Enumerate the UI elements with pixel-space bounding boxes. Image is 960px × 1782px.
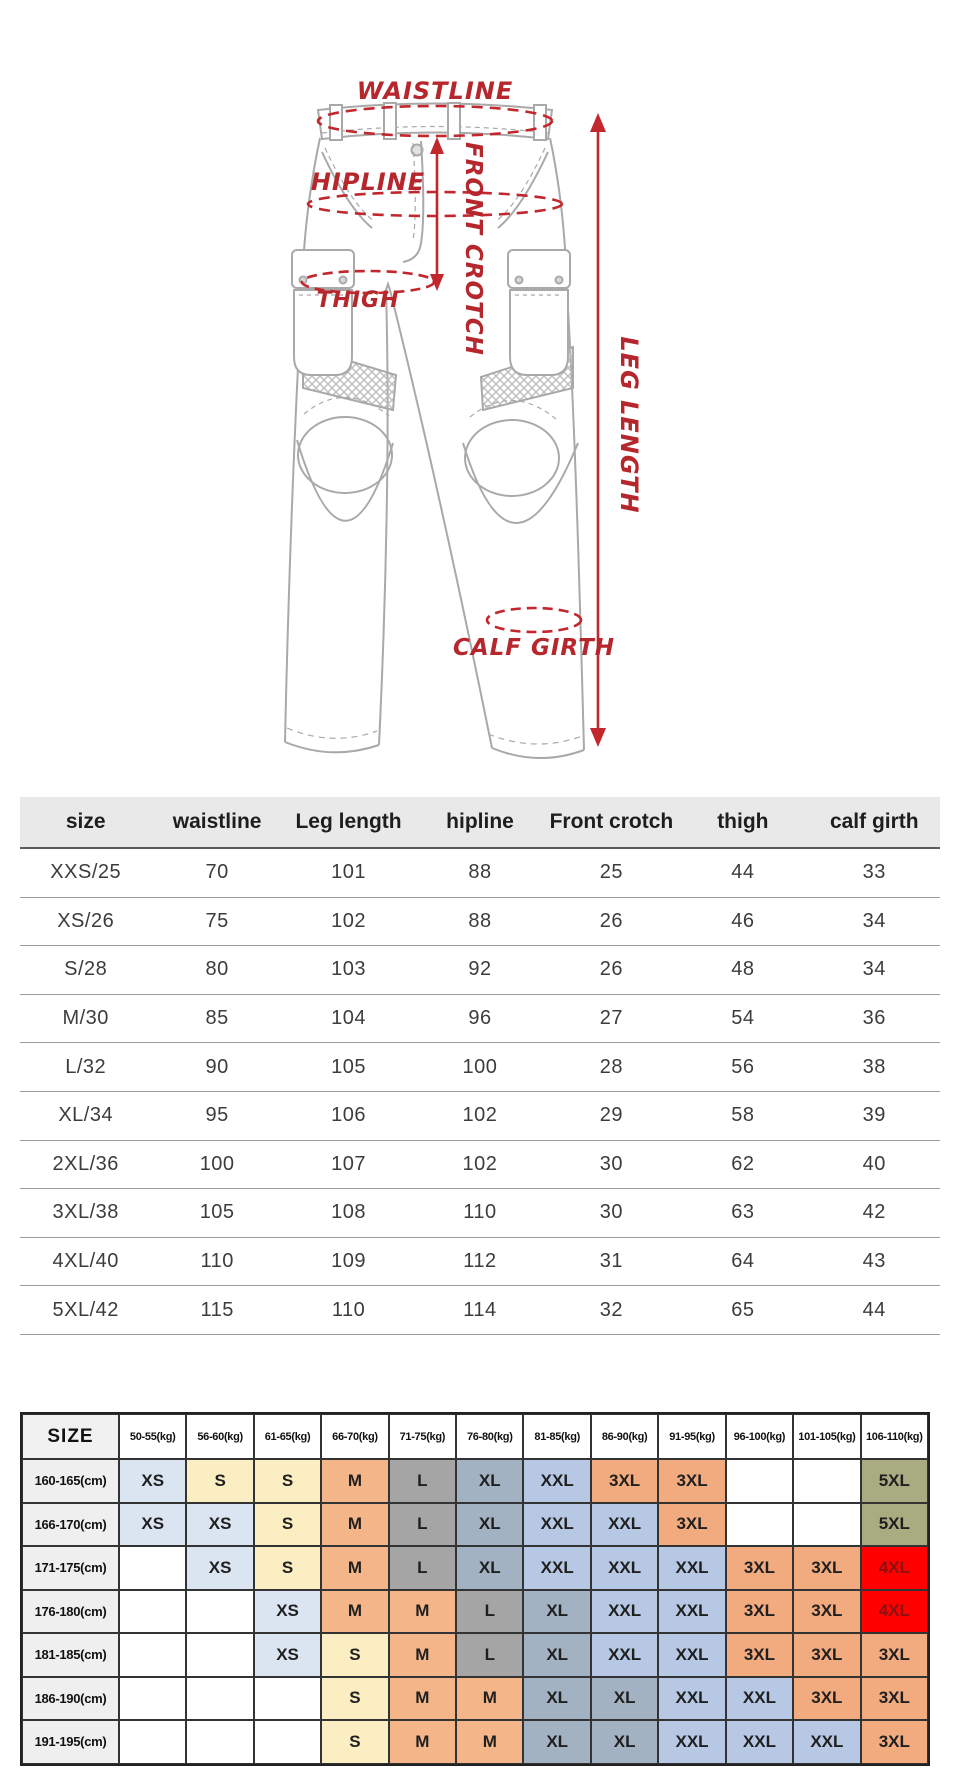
size-matrix-cell: XS [119,1459,186,1503]
size-matrix-cell: XXL [523,1503,590,1547]
value-cell: 38 [862,1055,886,1078]
measurement-col-header-4: Front crotch [549,810,674,833]
size-matrix-cell [119,1633,186,1677]
value-cell: 85 [205,1007,229,1030]
measurement-col-header-1: waistline [172,810,262,833]
size-matrix-cell: XXL [591,1590,658,1634]
size-matrix-cell: XXL [726,1677,793,1721]
size-matrix-cell: 3XL [793,1677,860,1721]
value-cell: 48 [731,958,755,981]
value-cell: 26 [599,958,624,981]
value-cell: 110 [200,1250,234,1273]
size-matrix-cell [119,1720,186,1764]
value-cell: 40 [862,1152,886,1175]
size-matrix-cell: M [456,1677,523,1721]
value-cell: 32 [599,1298,624,1321]
size-cell: L/32 [65,1055,107,1078]
size-matrix-cell [186,1590,253,1634]
value-cell: 110 [331,1298,366,1321]
size-matrix-cell: XL [456,1459,523,1503]
value-cell: 101 [331,861,366,884]
size-matrix-cell: S [321,1633,388,1677]
size-matrix-cell: 3XL [591,1459,658,1503]
size-matrix-cell: 3XL [726,1590,793,1634]
measurement-col-header-0: size [65,810,106,833]
measurement-table-row [20,1189,940,1238]
measurement-table-row [20,1092,940,1141]
value-cell: 44 [862,1298,886,1321]
value-cell: 26 [599,909,624,932]
value-cell: 54 [731,1007,755,1030]
size-matrix-cell: 3XL [861,1677,928,1721]
size-cell: 3XL/38 [52,1201,119,1224]
measurement-table [20,797,940,1335]
size-matrix-cell: XXL [658,1546,725,1590]
value-cell: 106 [331,1104,366,1127]
measurement-col-header-3: hipline [446,810,514,833]
height-row-label: 171-175(cm) [22,1546,119,1590]
measurement-col-header-6: calf girth [829,810,919,833]
size-cell: XXS/25 [50,861,122,884]
size-matrix-cell: 3XL [658,1459,725,1503]
measurement-table-header [20,797,940,849]
value-cell: 100 [462,1055,498,1078]
weight-header-4: 71-75(kg) [389,1414,456,1459]
measurement-col-header-2: Leg length [295,810,402,833]
size-matrix-cell: XXL [658,1677,725,1721]
size-matrix-cell [186,1720,253,1764]
measurement-table-row [20,1286,940,1335]
size-cell: XL/34 [58,1104,114,1127]
height-row-label: 166-170(cm) [22,1503,119,1547]
leg-length-label: LEG LENGTH [615,336,643,514]
value-cell: 25 [599,861,624,884]
size-matrix-cell: M [389,1677,456,1721]
size-matrix-cell: XS [254,1590,321,1634]
measurement-table-row [20,1043,940,1092]
size-matrix-cell: M [389,1633,456,1677]
size-matrix-cell: 3XL [793,1633,860,1677]
size-matrix-cell: 4XL [861,1546,928,1590]
value-cell: 109 [331,1250,366,1273]
size-matrix-cell: XXL [591,1503,658,1547]
value-cell: 33 [862,861,886,884]
size-matrix-cell: M [456,1720,523,1764]
size-matrix-cell: S [321,1677,388,1721]
value-cell: 114 [463,1298,497,1321]
size-matrix-cell: XL [591,1720,658,1764]
size-matrix-cell: M [321,1590,388,1634]
leg-length-arrowhead-top [590,113,606,132]
weight-header-0: 50-55(kg) [119,1414,186,1459]
size-cell: 5XL/42 [52,1298,119,1321]
size-matrix-cell [793,1459,860,1503]
value-cell: 104 [331,1007,366,1030]
height-row-label: 160-165(cm) [22,1459,119,1503]
value-cell: 112 [463,1250,497,1273]
weight-header-10: 101-105(kg) [793,1414,860,1459]
value-cell: 102 [462,1104,498,1127]
measurement-col-header-5: thigh [717,810,769,833]
size-matrix-cell: XS [254,1633,321,1677]
value-cell: 29 [599,1104,624,1127]
size-matrix-cell [186,1633,253,1677]
value-cell: 30 [599,1152,624,1175]
thigh-label: THIGH [316,288,400,313]
size-matrix-cell [186,1677,253,1721]
value-cell: 102 [462,1152,498,1175]
value-cell: 88 [468,909,492,932]
size-matrix-cell: XL [523,1633,590,1677]
size-matrix-cell: XS [119,1503,186,1547]
size-matrix-cell: XXL [523,1546,590,1590]
size-matrix-cell [726,1459,793,1503]
value-cell: 105 [331,1055,366,1078]
weight-header-9: 96-100(kg) [726,1414,793,1459]
size-matrix-cell: M [321,1459,388,1503]
size-matrix-cell: S [186,1459,253,1503]
value-cell: 39 [862,1104,886,1127]
size-matrix-cell: XL [456,1503,523,1547]
calf-ellipse [487,608,581,632]
size-matrix-cell: M [389,1590,456,1634]
value-cell: 108 [331,1201,366,1224]
value-cell: 80 [205,958,229,981]
size-matrix-cell: M [321,1503,388,1547]
value-cell: 30 [599,1201,624,1224]
size-matrix-cell: 3XL [658,1503,725,1547]
size-matrix-cell: S [321,1720,388,1764]
measurement-table-row [20,1238,940,1287]
pants-diagram-svg [0,0,960,790]
value-cell: 100 [199,1152,235,1175]
height-row-label: 176-180(cm) [22,1590,119,1634]
size-matrix-cell: XXL [726,1720,793,1764]
size-matrix-cell: L [456,1590,523,1634]
size-cell: S/28 [64,958,108,981]
value-cell: 96 [468,1007,492,1030]
value-cell: 56 [731,1055,755,1078]
value-cell: 42 [862,1201,886,1224]
hipline-label: HIPLINE [310,168,426,196]
value-cell: 58 [731,1104,755,1127]
calf-girth-label: CALF GIRTH [452,635,616,661]
size-matrix-cell: S [254,1503,321,1547]
weight-header-8: 91-95(kg) [658,1414,725,1459]
value-cell: 63 [731,1201,755,1224]
size-matrix-cell: 3XL [861,1720,928,1764]
size-matrix-cell: M [389,1720,456,1764]
size-matrix-cell: XL [523,1590,590,1634]
measurement-table-row [20,995,940,1044]
size-cell: 2XL/36 [52,1152,119,1175]
value-cell: 62 [731,1152,755,1175]
value-cell: 43 [862,1250,886,1273]
value-cell: 107 [331,1152,366,1175]
size-matrix-cell: XL [591,1677,658,1721]
size-matrix-cell: 5XL [861,1503,928,1547]
weight-header-11: 106-110(kg) [861,1414,928,1459]
value-cell: 65 [731,1298,755,1321]
size-cell: M/30 [62,1007,109,1030]
value-cell: 105 [199,1201,235,1224]
size-matrix-cell: L [389,1459,456,1503]
size-matrix-cell: 3XL [861,1633,928,1677]
value-cell: 88 [468,861,492,884]
front-crotch-arrowhead-top [430,137,444,154]
size-matrix-cell: S [254,1546,321,1590]
size-matrix-cell: XL [523,1677,590,1721]
size-matrix-cell: XL [523,1720,590,1764]
size-matrix-cell: L [389,1546,456,1590]
size-matrix-cell: XS [186,1503,253,1547]
height-row-label: 186-190(cm) [22,1677,119,1721]
value-cell: 36 [862,1007,886,1030]
value-cell: 27 [599,1007,624,1030]
value-cell: 102 [331,909,366,932]
pants-measurement-diagram [0,0,960,790]
value-cell: 110 [463,1201,497,1224]
value-cell: 70 [205,861,229,884]
value-cell: 34 [862,958,886,981]
front-crotch-label: FRONT CROTCH [460,142,486,356]
value-cell: 44 [731,861,755,884]
height-row-label: 191-195(cm) [22,1720,119,1764]
value-cell: 28 [599,1055,624,1078]
size-cell: 4XL/40 [52,1250,119,1273]
waistline-label: WAISTLINE [356,77,514,105]
value-cell: 115 [200,1298,234,1321]
size-matrix-cell: L [389,1503,456,1547]
weight-header-5: 76-80(kg) [456,1414,523,1459]
size-cell: XS/26 [57,909,115,932]
value-cell: 34 [862,909,886,932]
size-matrix-cell: 3XL [793,1546,860,1590]
measurement-table-body [20,849,940,1335]
size-matrix-cell [726,1503,793,1547]
weight-header-3: 66-70(kg) [321,1414,388,1459]
measurement-table-row [20,946,940,995]
size-matrix-cell: XXL [523,1459,590,1503]
leg-length-arrowhead-bottom [590,728,606,747]
value-cell: 90 [205,1055,229,1078]
size-matrix-cell: XXL [658,1590,725,1634]
value-cell: 46 [731,909,755,932]
size-matrix-corner: SIZE [22,1414,119,1459]
size-matrix-cell: 3XL [793,1590,860,1634]
size-matrix-cell: XL [456,1546,523,1590]
value-cell: 31 [599,1250,624,1273]
size-matrix-cell: XXL [591,1546,658,1590]
measurement-table-row [20,1141,940,1190]
size-matrix-cell [254,1720,321,1764]
size-matrix-cell: XXL [658,1720,725,1764]
height-row-label: 181-185(cm) [22,1633,119,1677]
value-cell: 64 [731,1250,755,1273]
weight-header-2: 61-65(kg) [254,1414,321,1459]
size-matrix-cell: XXL [658,1633,725,1677]
size-matrix-cell [119,1546,186,1590]
weight-header-6: 81-85(kg) [523,1414,590,1459]
size-matrix-cell [119,1590,186,1634]
front-crotch-arrowhead-bottom [430,274,444,291]
value-cell: 75 [205,909,229,932]
size-matrix-cell: 3XL [726,1633,793,1677]
size-matrix-cell [119,1677,186,1721]
size-recommendation-matrix [20,1412,930,1766]
size-matrix-cell: XXL [793,1720,860,1764]
value-cell: 103 [331,958,366,981]
size-matrix-cell: 5XL [861,1459,928,1503]
weight-header-7: 86-90(kg) [591,1414,658,1459]
size-matrix-cell: 3XL [726,1546,793,1590]
size-matrix-cell: M [321,1546,388,1590]
measurement-table-row [20,898,940,947]
value-cell: 95 [205,1104,229,1127]
size-matrix-cell: 4XL [861,1590,928,1634]
size-matrix-cell [793,1503,860,1547]
size-matrix-cell: XS [186,1546,253,1590]
measurement-table-row [20,849,940,898]
size-matrix-cell: S [254,1459,321,1503]
size-matrix-cell: XXL [591,1633,658,1677]
size-matrix-cell: L [456,1633,523,1677]
weight-header-1: 56-60(kg) [186,1414,253,1459]
value-cell: 92 [468,958,492,981]
size-matrix-cell [254,1677,321,1721]
